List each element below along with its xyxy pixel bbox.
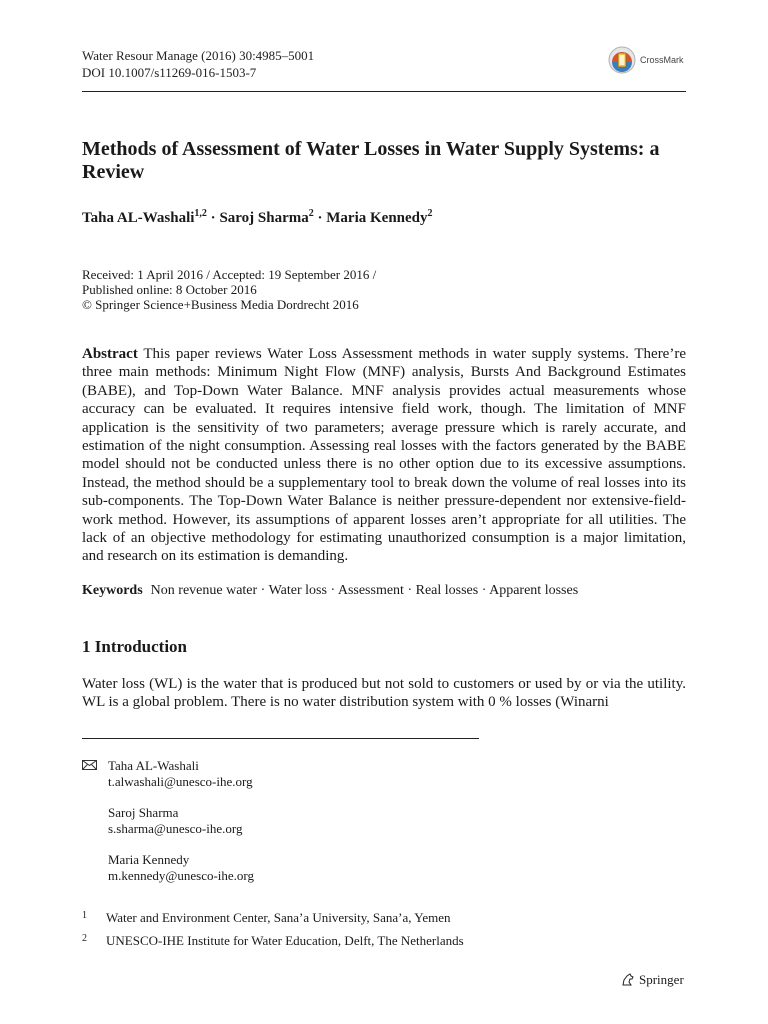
contact-entry [82,758,254,790]
mail-icon [82,760,97,770]
keywords-label: Keywords [82,583,143,598]
abstract-text: This paper reviews Water Loss Assessment methods in water supply systems. There’re three main methods: Minimum Night Flow (MNF) analysis, Bursts And Background Estimates (BABE), and Top-Down Water Balance. MNF analysis provides actual measurements whose accuracy can be evaluated. It requires intensive field work, though. The limitation of MNF application is the sensitivity of two parameters; average pressure which is rarely accurate, and estimation of the night consumption. Assessing real losses with the factors generated by the BABE model should not be conducted unless there is no other option due to its excessive assumptions. Instead, the method should be a supplementary tool to break down the volume of real losses into its sub-components. The Top-Down Water Balance is neither pressure-dependent nor extensive-field-work method. However, its assumptions of apparent losses aren’t appropriate for all utilities. The lack of an objective methodology for estimating unauthorized consumption is a major limitation, and research on its estimation is demanding. [82,346,686,565]
article-title: Methods of Assessment of Water Losses in Water Supply Systems: a Review [82,138,660,183]
springer-horse-logo-icon [621,973,635,987]
affiliation-2 [82,933,464,949]
author-separator: · [313,210,327,226]
abstract [82,345,686,566]
journal-line: Water Resour Manage (2016) 30:4985–5001 [82,48,315,63]
contact-entry [82,852,254,884]
crossmark-label: CrossMark [640,55,684,65]
contact-name: Maria Kennedy [108,852,190,867]
author-name[interactable]: Maria Kennedy [326,210,428,226]
keywords [82,583,578,599]
journal-citation [82,47,314,81]
author-affiliation-marker: 2 [427,208,433,219]
contact-email[interactable]: t.alwashali@unesco-ihe.org [108,774,253,789]
contact-entry [82,805,254,837]
author-name[interactable]: Taha AL-Washali [82,210,195,226]
copyright-notice: © Springer Science+Business Media Dordrecht 2016 [82,297,359,312]
footnote-rule [82,738,479,739]
author-separator: · [206,210,220,226]
author-affiliation-marker: 2 [308,208,314,219]
affiliation-1 [82,910,451,926]
contact-email[interactable]: m.kennedy@unesco-ihe.org [108,868,255,883]
crossmark-logo-icon [608,46,636,74]
affiliation-text: UNESCO-IHE Institute for Water Education, Delft, The Netherlands [106,933,464,948]
affiliation-number: 1 [82,910,87,921]
contact-name: Saroj Sharma [108,805,179,820]
springer-logo [621,972,684,988]
doi-line[interactable]: DOI 10.1007/s11269-016-1503-7 [82,65,257,80]
published-online-date: Published online: 8 October 2016 [82,282,257,297]
author-contacts [82,758,254,899]
introduction-text: Water loss (WL) is the water that is produced but not sold to customers or used by or via the utility. WL is a global problem. There is no water distribution system with 0 % losses (Winarni [82,676,686,711]
author-name[interactable]: Saroj Sharma [219,210,309,226]
affiliation-number: 2 [82,933,87,944]
publisher-name: Springer [639,972,684,987]
abstract-label: Abstract [82,346,138,362]
crossmark-badge[interactable] [608,46,684,74]
author-affiliation-marker: 1,2 [194,208,207,219]
received-accepted-date: Received: 1 April 2016 / Accepted: 19 September 2016 / [82,267,377,282]
keywords-text: Non revenue water · Water loss · Assessment · Real losses · Apparent losses [150,583,579,598]
publication-dates [82,267,376,312]
contact-email[interactable]: s.sharma@unesco-ihe.org [108,821,243,836]
section-heading: 1 Introduction [82,637,188,656]
header-rule [82,91,686,92]
contact-name: Taha AL-Washali [108,758,199,773]
affiliation-text: Water and Environment Center, Sana’a University, Sana’a, Yemen [106,910,451,925]
author-list [82,210,433,227]
